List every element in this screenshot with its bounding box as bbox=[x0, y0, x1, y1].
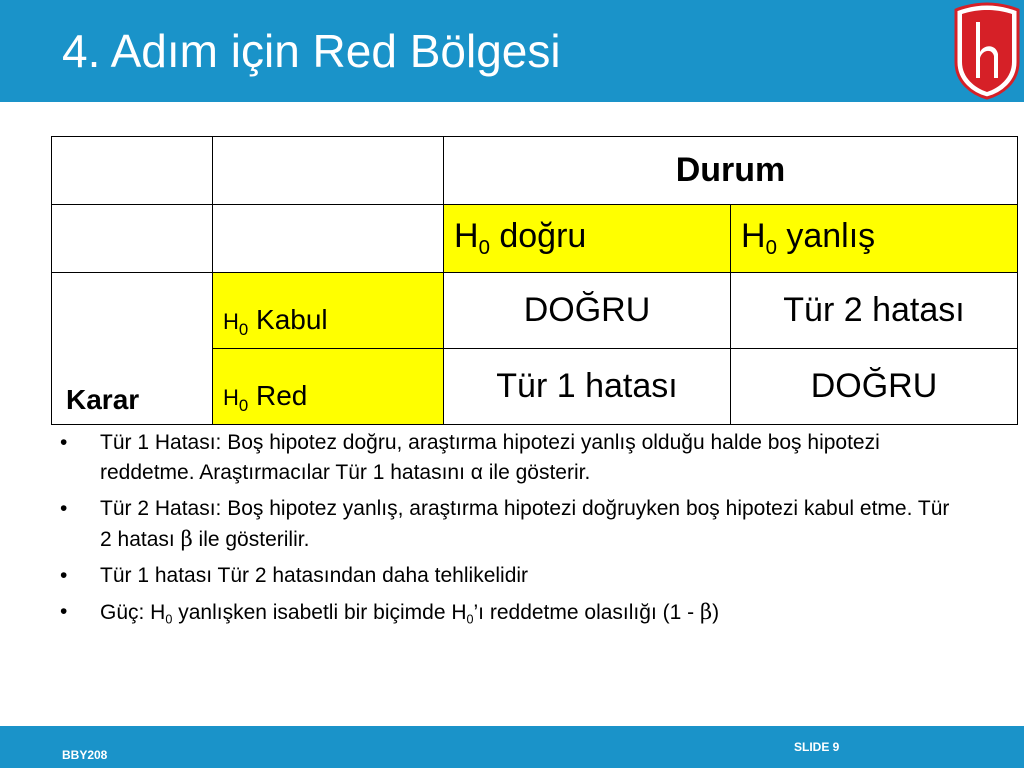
slide-title: 4. Adım için Red Bölgesi bbox=[62, 25, 561, 77]
bullet-list bbox=[60, 428, 960, 640]
karar-label: Karar bbox=[52, 273, 213, 425]
slide-number: SLIDE 9 bbox=[794, 740, 840, 754]
table-corner-cell bbox=[52, 137, 213, 205]
decision-table bbox=[51, 136, 1018, 425]
bullet-marker: • bbox=[60, 431, 68, 454]
table-empty-cell bbox=[52, 205, 213, 273]
bullet-text: Tür 1 hatası Tür 2 hatasından daha tehlikelidir bbox=[100, 564, 529, 587]
bullet-text: Tür 1 Hatası: Boş hipotez doğru, araştırma hipotezi yanlış olduğu halde boş hipotezi reddetme. Araştırmacılar Tür 1 hatasını α ile gösterir. bbox=[100, 431, 880, 484]
cell-correct-accept: DOĞRU bbox=[444, 273, 731, 349]
bullet-marker: • bbox=[60, 497, 68, 520]
bullet-item bbox=[60, 428, 960, 488]
bullet-text: Tür 2 Hatası: Boş hipotez yanlış, araştırma hipotezi doğruyken boş hipotezi kabul etme. Tür 2 hatası β ile gösterilir. bbox=[100, 497, 950, 551]
cell-type1-error: Tür 1 hatası bbox=[444, 349, 731, 425]
table-empty-cell bbox=[213, 205, 444, 273]
course-code: BBY208 bbox=[62, 748, 108, 762]
title-bar bbox=[0, 0, 1024, 102]
hacettepe-logo-icon bbox=[952, 2, 1022, 100]
h0-false-header: $H_0$ yanlış bbox=[731, 205, 1018, 273]
bullet-text: Güç: $H_0$ yanlışken isabetli bir biçimde $H_0’ı$ reddetme olasılığı (1 - β) bbox=[100, 600, 720, 627]
bullet-marker: • bbox=[60, 564, 68, 587]
cell-type2-error: Tür 2 hatası bbox=[731, 273, 1018, 349]
h0-true-header: $H_0$ doğru bbox=[444, 205, 731, 273]
table-empty-cell bbox=[213, 137, 444, 205]
bullet-item bbox=[60, 597, 960, 634]
bullet-marker: • bbox=[60, 600, 68, 623]
footer-bar bbox=[0, 726, 1024, 768]
bullet-item bbox=[60, 494, 960, 555]
h0-reject-label: $H_0$ Red bbox=[213, 349, 444, 425]
cell-correct-reject: DOĞRU bbox=[731, 349, 1018, 425]
bullet-item bbox=[60, 561, 960, 591]
h0-accept-label: $H_0$ Kabul bbox=[213, 273, 444, 349]
durum-header: Durum bbox=[444, 137, 1018, 205]
